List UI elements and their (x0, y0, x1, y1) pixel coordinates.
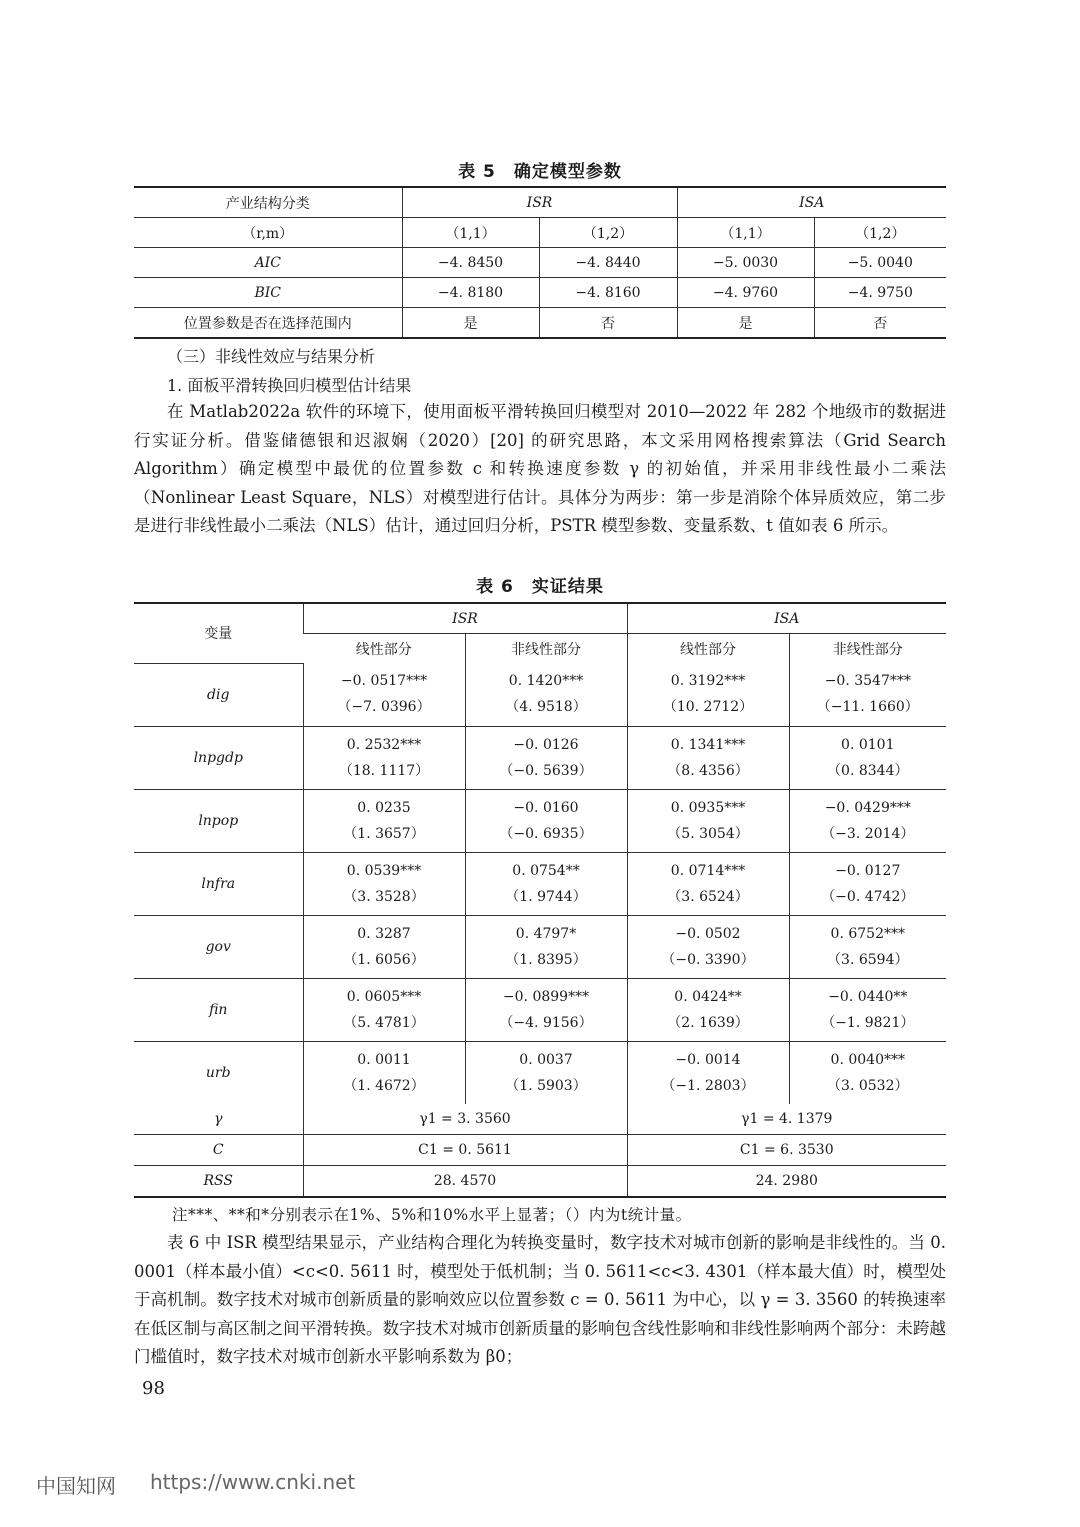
footer-url[interactable]: https://www.cnki.net (150, 1470, 356, 1494)
table6-header-variable: 变量 (134, 603, 303, 663)
table5-row-label: AIC (134, 248, 402, 278)
coefficient: 0. 0539*** (346, 862, 422, 879)
coefficient: 0. 0011 (357, 1051, 411, 1068)
table5-cell: −4. 9760 (677, 278, 814, 308)
table5-cell: −4. 9750 (814, 278, 946, 308)
t-statistic: （1. 6056） (343, 951, 425, 968)
table6-cell (789, 789, 946, 852)
table6-cell (627, 726, 789, 789)
coefficient: −0. 0160 (513, 799, 579, 816)
table6-cell (465, 789, 627, 852)
t-statistic: （−3. 2014） (821, 825, 915, 842)
table6-cell (789, 1041, 946, 1104)
t-statistic: （3. 0532） (827, 1077, 909, 1094)
table5-cell: −4. 8440 (539, 248, 677, 278)
t-statistic: （1. 3657） (343, 825, 425, 842)
t-statistic: （5. 4781） (343, 1014, 425, 1031)
table6-variable-name: fin (134, 978, 303, 1041)
table6-cell (465, 726, 627, 789)
table6-cell (789, 978, 946, 1041)
table6-cell (465, 852, 627, 915)
table6-cell (465, 915, 627, 978)
subsection-heading-1: 1. 面板平滑转换回归模型估计结果 (167, 376, 412, 395)
t-statistic: （5. 3054） (667, 825, 749, 842)
table5-row (134, 218, 946, 248)
table6-cell (789, 915, 946, 978)
coefficient: 0. 0101 (841, 736, 895, 753)
coefficient: 0. 6752*** (830, 925, 905, 942)
table6-cell (303, 852, 465, 915)
coefficient: −0. 0126 (513, 736, 579, 753)
t-statistic: （−0. 6935） (499, 825, 593, 842)
table6-caption: 表 6 实证结果 (476, 577, 604, 597)
t-statistic: （−1. 9821） (821, 1014, 915, 1031)
coefficient: −0. 0440** (828, 988, 908, 1005)
t-statistic: （3. 6594） (827, 951, 909, 968)
coefficient: 0. 0605*** (346, 988, 422, 1005)
table5-cell: （1,2） (814, 218, 946, 248)
t-statistic: （0. 8344） (827, 762, 909, 779)
table5-cell: −4. 8160 (539, 278, 677, 308)
table6-variable-row (134, 789, 946, 852)
t-statistic: （1. 5903） (505, 1077, 587, 1094)
table5-row (134, 248, 946, 278)
table6-summary-isr: C1 = 0. 5611 (303, 1134, 627, 1165)
table5-row-label: 位置参数是否在选择范围内 (183, 315, 352, 332)
table5-cell: （1,1） (677, 218, 814, 248)
t-statistic: （−0. 3390） (661, 951, 755, 968)
page-number: 98 (142, 1378, 165, 1399)
t-statistic: （1. 8395） (505, 951, 587, 968)
coefficient: 0. 0424** (674, 988, 742, 1005)
table5-cell: −4. 8450 (402, 248, 539, 278)
t-statistic: （−0. 4742） (821, 888, 915, 905)
table6-cell (465, 978, 627, 1041)
t-statistic: （18. 1117） (338, 762, 430, 779)
table6-subheader: 线性部分 (355, 641, 412, 658)
coefficient: 0. 0935*** (670, 799, 746, 816)
table6-variable-row (134, 663, 946, 726)
table6-variable-row (134, 978, 946, 1041)
table6-summary-label: γ (134, 1104, 303, 1135)
t-statistic: （1. 9744） (505, 888, 587, 905)
paragraph-1: 在 Matlab2022a 软件的环境下，使用面板平滑转换回归模型对 2010—2022 年 282 个地级市的数据进行实证分析。借鉴储德银和迟淑娴（2020）[20] 的研究思路，本文采用网格搜索算法（Grid Search Algorithm）确定模型中最优的位置参数 c 和转换速度参数 γ 的初始值，并采用非线性最小二乘法（Nonlinear Least Square，NLS）对模型进行估计。具体分为两步：第一步是消除个体异质效应，第二步是进行非线性最小二乘法（NLS）估计，通过回归分析，PSTR 模型参数、变量系数、t 值如表 6 所示。 (134, 402, 946, 535)
table6-variable-name: gov (134, 915, 303, 978)
table6-cell (465, 1041, 627, 1104)
table6-summary-isr: γ1 = 3. 3560 (303, 1104, 627, 1135)
table5-caption: 表 5 确定模型参数 (458, 162, 622, 182)
t-statistic: （8. 4356） (667, 762, 749, 779)
table5-cell: 是 (677, 308, 814, 339)
paragraph-2: 表 6 中 ISR 模型结果显示，产业结构合理化为转换变量时，数字技术对城市创新的影响是非线性的。当 0. 0001（样本最小值）<c<0. 5611 时，模型处于低机制；当 0. 5611<c<3. 4301（样本最大值）时，模型处于高机制。数字技术对城市创新质量的影响效应以位置参数 c = 0. 5611 为中心，以 γ = 3. 3560 的转换速率在低区制与高区制之间平滑转换。数字技术对城市创新质量的影响包含线性影响和非线性影响两个部分：未跨越门槛值时，数字技术对城市创新水平影响系数为 β0； (134, 1233, 946, 1366)
table5-row-label: （r,m） (134, 218, 402, 248)
coefficient: −0. 0899*** (502, 988, 590, 1005)
table6-variable-name: lnpop (134, 789, 303, 852)
table6-cell (465, 663, 627, 726)
table6-variable-name: dig (134, 663, 303, 726)
table6-cell (627, 1041, 789, 1104)
t-statistic: （2. 1639） (667, 1014, 749, 1031)
coefficient: 0. 3192*** (670, 673, 746, 690)
table6-summary-row (134, 1165, 946, 1197)
table5-cell: 是 (402, 308, 539, 339)
table5-cell: 否 (539, 308, 677, 339)
table5-header-row (134, 187, 946, 218)
table6-variable-name: lnpgdp (134, 726, 303, 789)
table6 (134, 602, 946, 1198)
table6-summary-isa: γ1 = 4. 1379 (627, 1104, 946, 1135)
table6-variable-row (134, 915, 946, 978)
table5-cell: −5. 0030 (677, 248, 814, 278)
section-heading-3: （三）非线性效应与结果分析 (167, 347, 376, 366)
t-statistic: （−0. 5639） (499, 762, 593, 779)
t-statistic: （−1. 2803） (661, 1077, 755, 1094)
table6-cell (789, 726, 946, 789)
coefficient: 0. 0754** (512, 862, 580, 879)
table6-header-row (134, 603, 946, 634)
t-statistic: （3. 6524） (667, 888, 749, 905)
table5-cell: −5. 0040 (814, 248, 946, 278)
table5-cell: −4. 8180 (402, 278, 539, 308)
coefficient: −0. 0127 (835, 862, 901, 879)
coefficient: −0. 0429*** (824, 799, 911, 816)
table5 (134, 186, 946, 339)
coefficient: 0. 0040*** (830, 1051, 905, 1068)
table6-cell (303, 726, 465, 789)
table6-summary-isr: 28. 4570 (303, 1165, 627, 1197)
coefficient: 0. 0714*** (670, 862, 746, 879)
table5-header-isr: ISR (402, 187, 677, 218)
table5-row (134, 278, 946, 308)
table6-cell (303, 1041, 465, 1104)
table5-cell: （1,1） (402, 218, 539, 248)
table6-cell (627, 915, 789, 978)
table6-cell (627, 789, 789, 852)
t-statistic: （−7. 0396） (337, 699, 431, 716)
coefficient: 0. 1420*** (508, 673, 584, 690)
table6-summary-isa: 24. 2980 (627, 1165, 946, 1197)
table6-summary-row (134, 1134, 946, 1165)
table5-row (134, 308, 946, 339)
coefficient: 0. 4797* (515, 925, 577, 942)
coefficient: 0. 3287 (357, 925, 411, 942)
table6-variable-row (134, 1041, 946, 1104)
table6-summary-label: C (134, 1134, 303, 1165)
table6-header-isa: ISA (627, 603, 946, 634)
table6-cell (303, 915, 465, 978)
table6-variable-name: urb (205, 1064, 231, 1081)
table6-summary-label: RSS (203, 1172, 233, 1189)
coefficient: 0. 2532*** (346, 736, 422, 753)
table5-cell: （1,2） (539, 218, 677, 248)
table6-cell (789, 663, 946, 726)
coefficient: 0. 1341*** (670, 736, 746, 753)
table6-note: 注***、**和*分别表示在1%、5%和10%水平上显著；（）内为t统计量。 (172, 1206, 692, 1224)
table5-row-label: BIC (134, 278, 402, 308)
table6-cell (303, 663, 465, 726)
table6-subheader: 非线性部分 (465, 634, 627, 664)
t-statistic: （10. 2712） (662, 699, 754, 716)
coefficient: −0. 0517*** (340, 673, 428, 690)
footer-brand: 中国知网 (36, 1474, 116, 1498)
table5-cell: 否 (814, 308, 946, 339)
t-statistic: （4. 9518） (505, 699, 587, 716)
table6-cell (627, 852, 789, 915)
table6-subheader: 非线性部分 (789, 634, 946, 664)
coefficient: 0. 0235 (357, 799, 411, 816)
t-statistic: （−4. 9156） (499, 1014, 593, 1031)
coefficient: −0. 0502 (675, 925, 741, 942)
table6-cell (789, 852, 946, 915)
t-statistic: （3. 3528） (343, 888, 425, 905)
table6-subheader: 线性部分 (627, 634, 789, 664)
table5-header-category: 产业结构分类 (134, 187, 402, 218)
coefficient: −0. 3547*** (824, 673, 911, 690)
table6-cell (627, 978, 789, 1041)
table6-summary-isa: C1 = 6. 3530 (627, 1134, 946, 1165)
t-statistic: （−11. 1660） (816, 699, 919, 716)
table5-header-isa: ISA (677, 187, 946, 218)
table6-summary-row (134, 1104, 946, 1135)
coefficient: 0. 0037 (519, 1051, 573, 1068)
table6-header-isr: ISR (303, 603, 627, 634)
table6-variable-row (134, 852, 946, 915)
table6-variable-row (134, 726, 946, 789)
table6-cell (627, 663, 789, 726)
table6-variable-name: lnfra (134, 852, 303, 915)
table6-cell (303, 978, 465, 1041)
t-statistic: （1. 4672） (343, 1077, 425, 1094)
coefficient: −0. 0014 (675, 1051, 741, 1068)
table6-cell (303, 789, 465, 852)
